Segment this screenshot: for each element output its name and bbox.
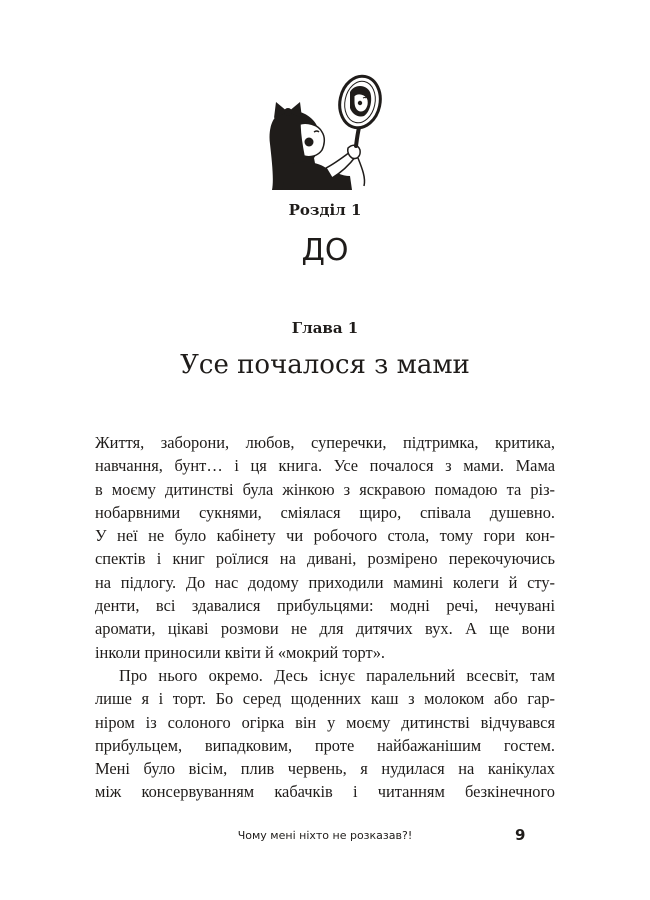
body-line: інколи приносили квіти й «мокрий торт».	[95, 642, 385, 662]
body-line: на підлогу. До нас додому приходили мамині колеги й сту-	[95, 572, 555, 592]
body-line: аромати, цікаві розмови не для дитячих вух. А ще вони	[95, 619, 555, 639]
part-title: ДО	[301, 233, 349, 268]
body-line: нобарвними сукнями, сміялася щиро, співала душевно.	[95, 502, 555, 522]
chapter-title: Усе почалося з мами	[180, 350, 470, 380]
body-line: прибульцем, випадковим, проте найбажанішим гостем.	[95, 735, 555, 755]
body-line: Про нього окремо. Десь існує паралельний всесвіт, там	[119, 665, 555, 685]
body-line: в моєму дитинстві була жінкою з яскравою помадою та різ-	[95, 479, 555, 499]
body-line: Життя, заборони, любов, суперечки, підтримка, критика,	[95, 433, 555, 452]
chapter-label: Глава 1	[291, 319, 359, 337]
page-number: 9	[515, 826, 526, 844]
body-line: спектів і книг роїлися на дивані, розмірено перекочуючись	[95, 549, 555, 569]
running-footer-title: Чому мені ніхто не розказав?!	[237, 829, 413, 842]
body-line: лише я і торт. Бо серед щоденних каш з молоком або гар-	[95, 689, 555, 709]
body-line: навчання, бунт… і ця книга. Усе почалося з мами. Мама	[95, 456, 555, 476]
girl-with-mirror-illustration	[262, 72, 392, 194]
body-line: денти, всі здавалися прибульцями: модні речі, нечувані	[95, 596, 555, 616]
body-line: У неї не було кабінету чи робочого стола, тому гори кон-	[95, 526, 555, 546]
body-line: між консервуванням кабачків і читанням безкінечного	[95, 782, 555, 802]
part-label: Розділ 1	[288, 201, 362, 219]
body-line: ніром із солоного огірка він у моєму дитинстві відчувався	[95, 712, 555, 732]
body-text	[95, 431, 555, 804]
body-line: Мені було вісім, плив червень, я нудилася на канікулах	[95, 759, 555, 779]
